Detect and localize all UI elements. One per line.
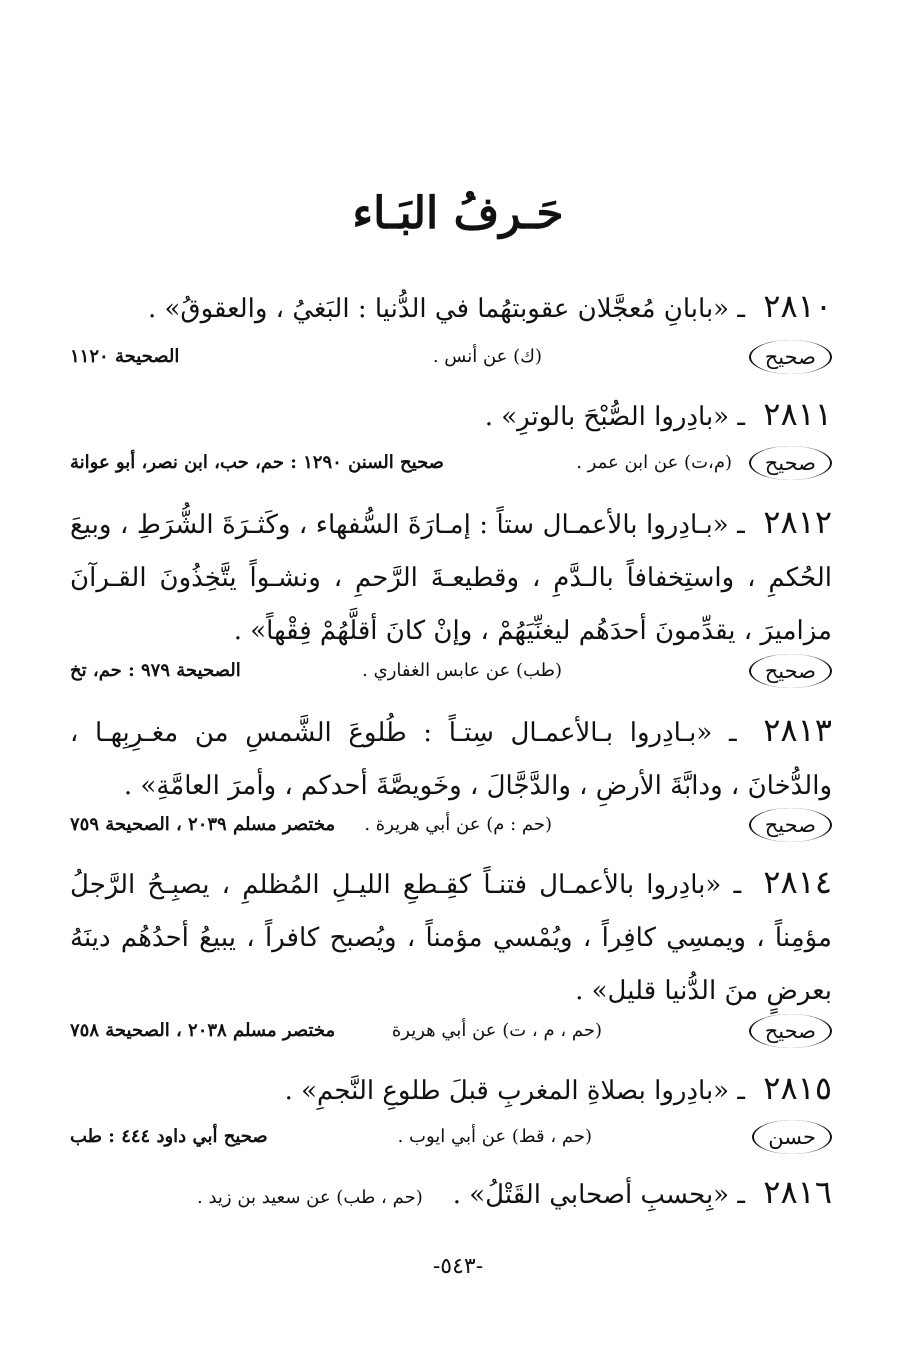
grade-badge: صحيح (749, 340, 832, 374)
hadith-2815: ٢٨١٥ ـ «بادِروا بصلاةِ المغربِ قبلَ طلوعِ النَّجمِ» . (284, 1069, 832, 1107)
hadith-source: (حم ، طب) عن سعيد بن زيد . (197, 1187, 423, 1208)
hadith-text: «بابانِ مُعجَّلان عقوبتهُما في الدُّنيا : البَغيُ ، والعقوقُ» . (147, 294, 730, 324)
hadith-2811-meta (70, 446, 832, 486)
hadith-number: ٢٨١٣ (763, 711, 832, 749)
hadith-source: (طب) عن عابس الغفاري . (362, 660, 562, 681)
hadith-source: (حم ، م ، ت) عن أبي هريرة (391, 1020, 602, 1041)
hadith-reference: صحيح أبي داود ٤٤٤ : طب (70, 1126, 268, 1147)
hadith-2815-meta (70, 1120, 832, 1160)
hadith-2810: ٢٨١٠ ـ «بابانِ مُعجَّلان عقوبتهُما في الدُّنيا : البَغيُ ، والعقوقُ» . (147, 287, 832, 325)
hadith-2813: ٢٨١٣ ـ «بـادِروا بـالأعمـال سِتـاً : طُلوعَ الشَّمسِ من مغـرِبِهـا ، والدُّخانَ ، ودابَّةَ الأرضِ ، والدَّجَّالَ ، وخَويصَّةَ أحدكم ، وأمرَ العامَّةِ» . (70, 711, 832, 801)
hadith-reference: الصحيحة ١١٢٠ (70, 346, 180, 367)
hadith-source: (حم : م) عن أبي هريرة . (364, 814, 552, 835)
grade-badge: حسن (752, 1120, 832, 1154)
hadith-number: ٢٨١٤ (763, 863, 832, 901)
hadith-2814: ٢٨١٤ ـ «بادِروا بالأعمـال فتنـاً كقِـطعِ الليـلِ المُظلمِ ، يصبِـحُ الرَّجلُ مؤمِناً ، ويمسِي كافِراً ، ويُمْسي مؤمناً ، ويُصبح كافراً ، يبيعُ أحدُهُم دينَهُ بعرضٍ منَ الدُّنيا قليل» . (70, 863, 832, 1006)
hadith-number: ٢٨١١ (763, 395, 832, 433)
chapter-title: حَـرفُ البَـاء (352, 188, 564, 239)
hadith-reference: مختصر مسلم ٢٠٣٨ ، الصحيحة ٧٥٨ (70, 1020, 336, 1041)
grade-badge: صحيح (749, 1014, 832, 1048)
grade-badge: صحيح (749, 808, 832, 842)
hadith-2811: ٢٨١١ ـ «بادِروا الصُّبْحَ بالوترِ» . (484, 395, 832, 433)
hadith-source: (م،ت) عن ابن عمر . (576, 452, 732, 473)
hadith-text: «بادِروا بالأعمـال فتنـاً كقِـطعِ الليـلِ المُظلمِ ، يصبِـحُ الرَّجلُ مؤمِناً ، ويمسِي كافِراً ، ويُمْسي مؤمناً ، ويُصبح كافراً ، يبيعُ أحدُهُم دينَهُ بعرضٍ منَ الدُّنيا قليل» . (70, 870, 832, 1006)
hadith-2812-meta (70, 654, 832, 694)
hadith-text: «بِحسبِ أصحابي القَتْلُ» . (452, 1180, 730, 1210)
hadith-reference: صحيح السنن ١٢٩٠ : حم، حب، ابن نصر، أبو عوانة (70, 452, 444, 473)
hadith-2816: ٢٨١٦ ـ «بِحسبِ أصحابي القَتْلُ» .(حم ، طب) عن سعيد بن زيد . (197, 1173, 832, 1211)
hadith-number: ٢٨١٦ (763, 1173, 832, 1211)
hadith-text: «بـادِروا بالأعمـال ستاً : إمـارَةَ السُّفهاء ، وكَثـرَةَ الشُّرَطِ ، وبيعَ الحُكمِ ، واستِخفافاً بالـدَّمِ ، وقطيعـةَ الرَّحمِ ، ونشـواً يتَّخِذُونَ القـرآنَ مزاميرَ ، يقدِّمونَ أحدَهُم ليغنِّيَهُمْ ، وإنْ كانَ أقلَّهُمْ فِقْهاً» . (70, 510, 832, 646)
hadith-text: «بادِروا الصُّبْحَ بالوترِ» . (484, 402, 730, 432)
hadith-2812: ٢٨١٢ ـ «بـادِروا بالأعمـال ستاً : إمـارَةَ السُّفهاء ، وكَثـرَةَ الشُّرَطِ ، وبيعَ الحُكمِ ، واستِخفافاً بالـدَّمِ ، وقطيعـةَ الرَّحمِ ، ونشـواً يتَّخِذُونَ القـرآنَ مزاميرَ ، يقدِّمونَ أحدَهُم ليغنِّيَهُمْ ، وإنْ كانَ أقلَّهُمْ فِقْهاً» . (70, 503, 832, 646)
grade-badge: صحيح (749, 446, 832, 480)
hadith-source: (ك) عن أنس . (432, 346, 542, 367)
page-number: -٥٤٣- (432, 1254, 484, 1279)
hadith-2814-meta (70, 1014, 832, 1054)
hadith-source: (حم ، قط) عن أبي ايوب . (397, 1126, 592, 1147)
hadith-text: «بـادِروا بـالأعمـال سِتـاً : طُلوعَ الشَّمسِ من مغـرِبِهـا ، والدُّخانَ ، ودابَّةَ الأرضِ ، والدَّجَّالَ ، وخَويصَّةَ أحدكم ، وأمرَ العامَّةِ» . (70, 718, 832, 801)
hadith-number: ٢٨١٢ (763, 503, 832, 541)
hadith-number: ٢٨١٥ (763, 1069, 832, 1107)
hadith-reference: مختصر مسلم ٢٠٣٩ ، الصحيحة ٧٥٩ (70, 814, 336, 835)
hadith-2813-meta (70, 808, 832, 848)
hadith-text: «بادِروا بصلاةِ المغربِ قبلَ طلوعِ النَّجمِ» . (284, 1076, 730, 1106)
hadith-number: ٢٨١٠ (763, 287, 832, 325)
grade-badge: صحيح (749, 654, 832, 688)
hadith-reference: الصحيحة ٩٧٩ : حم، تخ (70, 660, 241, 681)
hadith-2810-meta (70, 340, 832, 380)
